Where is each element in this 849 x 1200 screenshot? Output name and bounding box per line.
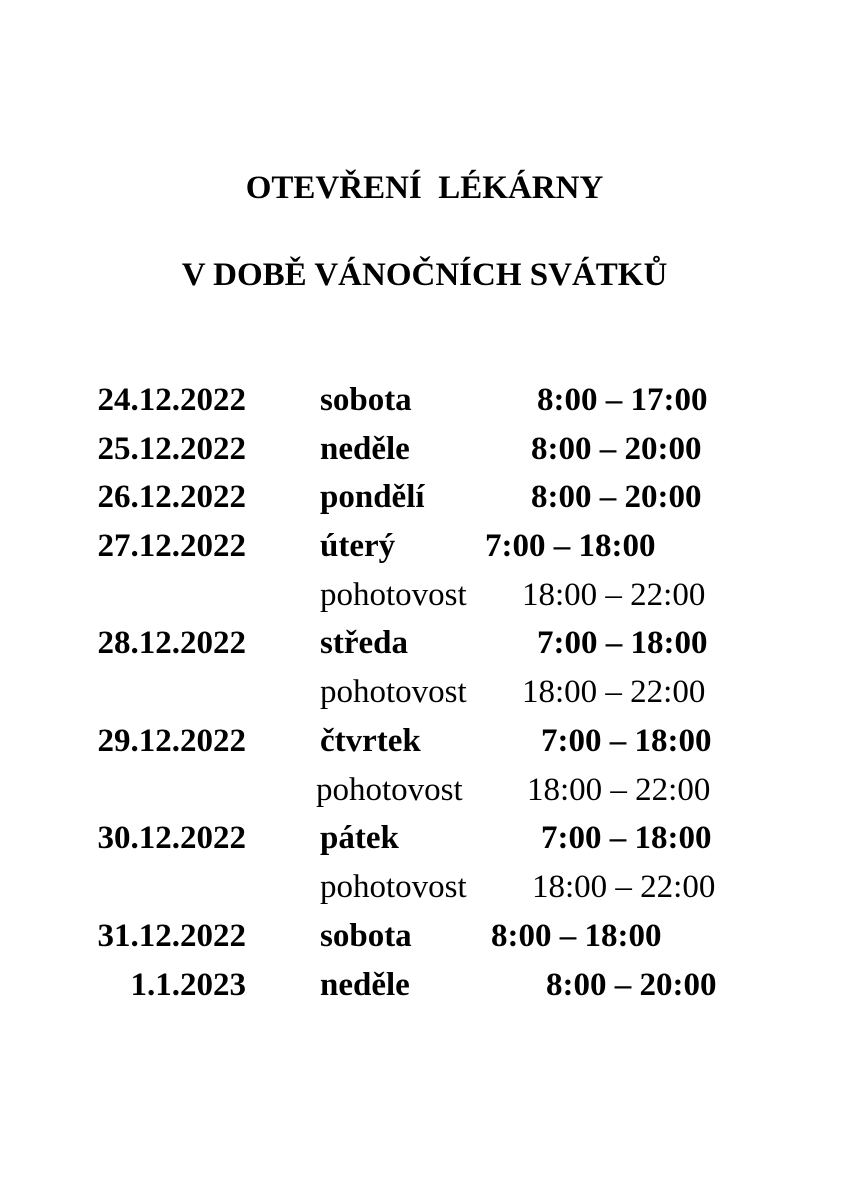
schedule-date: 28.12.2022: [97, 625, 246, 661]
schedule-hours: 8:00 – 20:00: [531, 479, 702, 515]
schedule-row: [0, 477, 849, 525]
schedule-row: [0, 672, 849, 720]
schedule-row: [0, 770, 849, 818]
schedule-date: 1.1.2023: [130, 967, 246, 1003]
schedule-date: 30.12.2022: [97, 820, 246, 856]
schedule-date: 31.12.2022: [97, 918, 246, 954]
schedule-hours: 8:00 – 18:00: [491, 918, 662, 954]
schedule-date: 24.12.2022: [97, 382, 246, 418]
schedule-hours: 8:00 – 20:00: [531, 431, 702, 467]
schedule-hours: 7:00 – 18:00: [541, 723, 712, 759]
schedule-day: sobota: [320, 918, 412, 954]
schedule-row: [0, 526, 849, 574]
schedule-date: 27.12.2022: [97, 528, 246, 564]
schedule-hours: 7:00 – 18:00: [537, 625, 708, 661]
schedule-hours: 18:00 – 22:00: [522, 674, 706, 710]
schedule-day: pátek: [320, 820, 399, 856]
page-title: OTEVŘENÍ LÉKÁRNY: [245, 170, 604, 206]
schedule-date: 29.12.2022: [97, 723, 246, 759]
schedule-oncall-label: pohotovost: [320, 577, 467, 613]
schedule-row: [0, 818, 849, 866]
page-subtitle: V DOBĚ VÁNOČNÍCH SVÁTKŮ: [181, 257, 668, 293]
schedule-day: neděle: [320, 967, 410, 1003]
schedule-oncall-label: pohotovost: [316, 772, 463, 808]
schedule-row: [0, 721, 849, 769]
schedule-day: čtvrtek: [320, 723, 421, 759]
schedule-hours: 7:00 – 18:00: [541, 820, 712, 856]
schedule-hours: 18:00 – 22:00: [532, 869, 716, 905]
schedule-row: [0, 867, 849, 915]
schedule-hours: 8:00 – 20:00: [546, 967, 717, 1003]
schedule-day: středa: [320, 625, 408, 661]
schedule-day: neděle: [320, 431, 410, 467]
schedule-day: úterý: [320, 528, 396, 564]
schedule-row: [0, 965, 849, 1013]
schedule-hours: 18:00 – 22:00: [527, 772, 711, 808]
schedule-day: sobota: [320, 382, 412, 418]
schedule-hours: 7:00 – 18:00: [485, 528, 656, 564]
schedule-date: 26.12.2022: [97, 479, 246, 515]
schedule-row: [0, 575, 849, 623]
schedule-oncall-label: pohotovost: [320, 869, 467, 905]
schedule-row: [0, 380, 849, 428]
schedule-row: [0, 429, 849, 477]
schedule-hours: 8:00 – 17:00: [537, 382, 708, 418]
schedule-oncall-label: pohotovost: [320, 674, 467, 710]
schedule-day: pondělí: [320, 479, 425, 515]
schedule-date: 25.12.2022: [97, 431, 246, 467]
schedule-hours: 18:00 – 22:00: [522, 577, 706, 613]
schedule-row: [0, 916, 849, 964]
schedule-row: [0, 623, 849, 671]
